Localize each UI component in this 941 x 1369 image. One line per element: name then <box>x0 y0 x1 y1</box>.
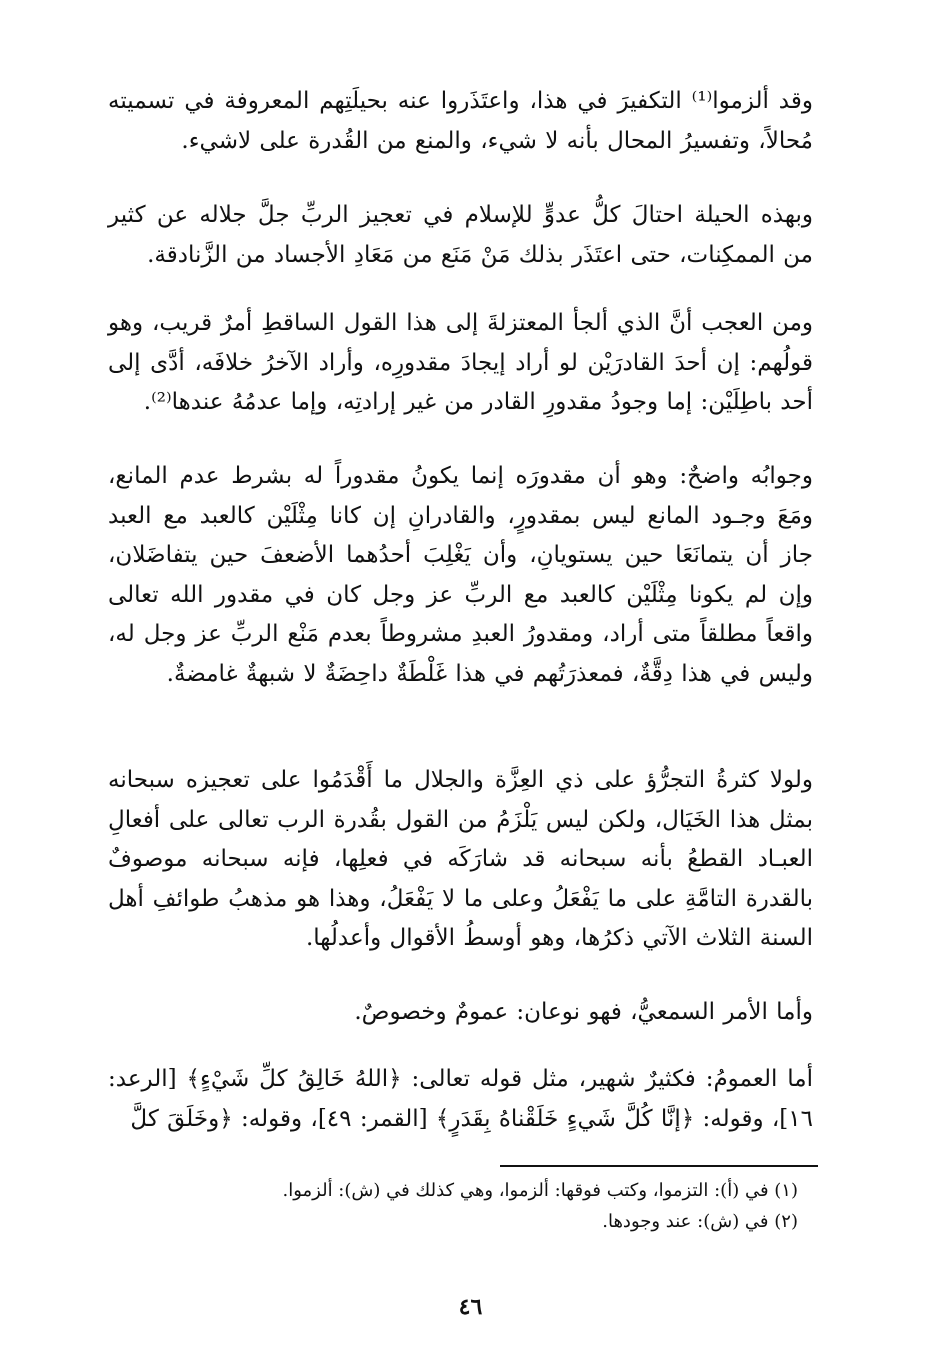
paragraph-7 <box>108 1060 813 1139</box>
page-number: ٤٦ <box>458 1294 483 1320</box>
footnote-1: (١) في (أ): التزموا، وكتب فوقها: ألزموا، وهي كذلك في (ش): ألزموا. <box>282 1180 798 1201</box>
paragraph-1 <box>108 82 813 161</box>
paragraph-text: ولولا كثرةُ التجرُّؤ على ذي العِزَّة والجلال ما أَقْدَمُوا على تعجيزه سبحانه بمثل هذا الخَيَال، ولكن ليس يَلْزَمُ من القول بقُدرة الرب تعالى على أفعالِ العبـاد القطعُ بأنه سبحانه قد شارَكَه في فعلِها، فإنه سبحانه موصوفٌ بالقدرة التامَّةِ على ما يَفْعَلُ وعلى ما لا يَفْعَلُ، وهذا هو مذهبُ طوائفِ أهل السنة الثلاث الآتي ذكرُها، وهو أوسطُ الأقوال وأعدلُها. <box>108 767 813 951</box>
paragraph-3 <box>108 304 813 423</box>
footnotes <box>108 1175 798 1237</box>
paragraph-5 <box>108 761 813 959</box>
paragraph-text: ومن العجب أنَّ الذي ألجأ المعتزلةَ إلى هذا القول الساقطِ أمرٌ قريب، وهو قولُهم: إن أحدَ القادرَيْن لو أراد إيجادَ مقدورِه، وأراد الآخرُ خلافَه، أدَّى إلى أحد باطِلَيْن: إما وجودُ مقدورِ القادر من غير إرادتِه، وإما عدمُهُ عندها⁽²⁾. <box>108 310 813 415</box>
footnote-separator <box>500 1165 818 1167</box>
footnote-2: (٢) في (ش): عند وجودها. <box>602 1211 798 1232</box>
paragraph-text: وبهذه الحيلة احتالَ كلُّ عدوٍّ للإسلام في تعجيز الربِّ جلَّ جلاله عن كثير من الممكِنات، حتى اعتَذَر بذلك مَنْ مَنَع من مَعَادِ الأجساد من الزَّنادقة. <box>108 202 813 268</box>
paragraph-4 <box>108 457 813 694</box>
paragraph-text: وجوابُه واضحٌ: وهو أن مقدورَه إنما يكونُ مقدوراً له بشرط عدم المانع، ومَعَ وجـود المانع ليس بمقدورٍ، والقادرانِ إن كانا مِثْلَيْن كالعبد مع العبد جاز أن يتمانَعَا حين يستويانِ، وأن يَغْلِبَ أحدُهما الأضعفَ حين يتفاضَلان، وإن لم يكونا مِثْلَيْن كالعبد مع الربِّ عز وجل كان في مقدور الله تعالى واقعاً مطلقاً متى أراد، ومقدورُ العبدِ مشروطاً بعدم مَنْع الربِّ عز وجل له، وليس في هذا دِقَّةٌ، فمعذرَتُهم في هذا غَلْطَةٌ داحِضَةٌ لا شبهةٌ غامضةٌ. <box>108 463 813 687</box>
paragraph-2 <box>108 196 813 275</box>
paragraph-6 <box>108 993 813 1033</box>
paragraph-text: وأما الأمر السمعيُّ، فهو نوعان: عمومٌ وخصوصٌ. <box>354 999 813 1025</box>
paragraph-text: أما العمومُ: فكثيرٌ شهير، مثل قوله تعالى: ﴿اللهُ خَالِقُ كلِّ شَيْءٍ﴾ [الرعد: ١٦]، وقوله: ﴿إنَّا كُلَّ شَيءٍ خَلَقْناهُ بِقَدَرٍ﴾ [القمر: ٤٩]، وقوله: ﴿وخَلَقَ كلَّ <box>108 1066 813 1132</box>
paragraph-text: وقد ألزموا⁽¹⁾ التكفيرَ في هذا، واعتَذَروا عنه بحيلَتِهم المعروفة في تسميته مُحالاً، وتفسيرُ المحال بأنه لا شيء، والمنع من القُدرة على لاشيء. <box>108 88 813 154</box>
